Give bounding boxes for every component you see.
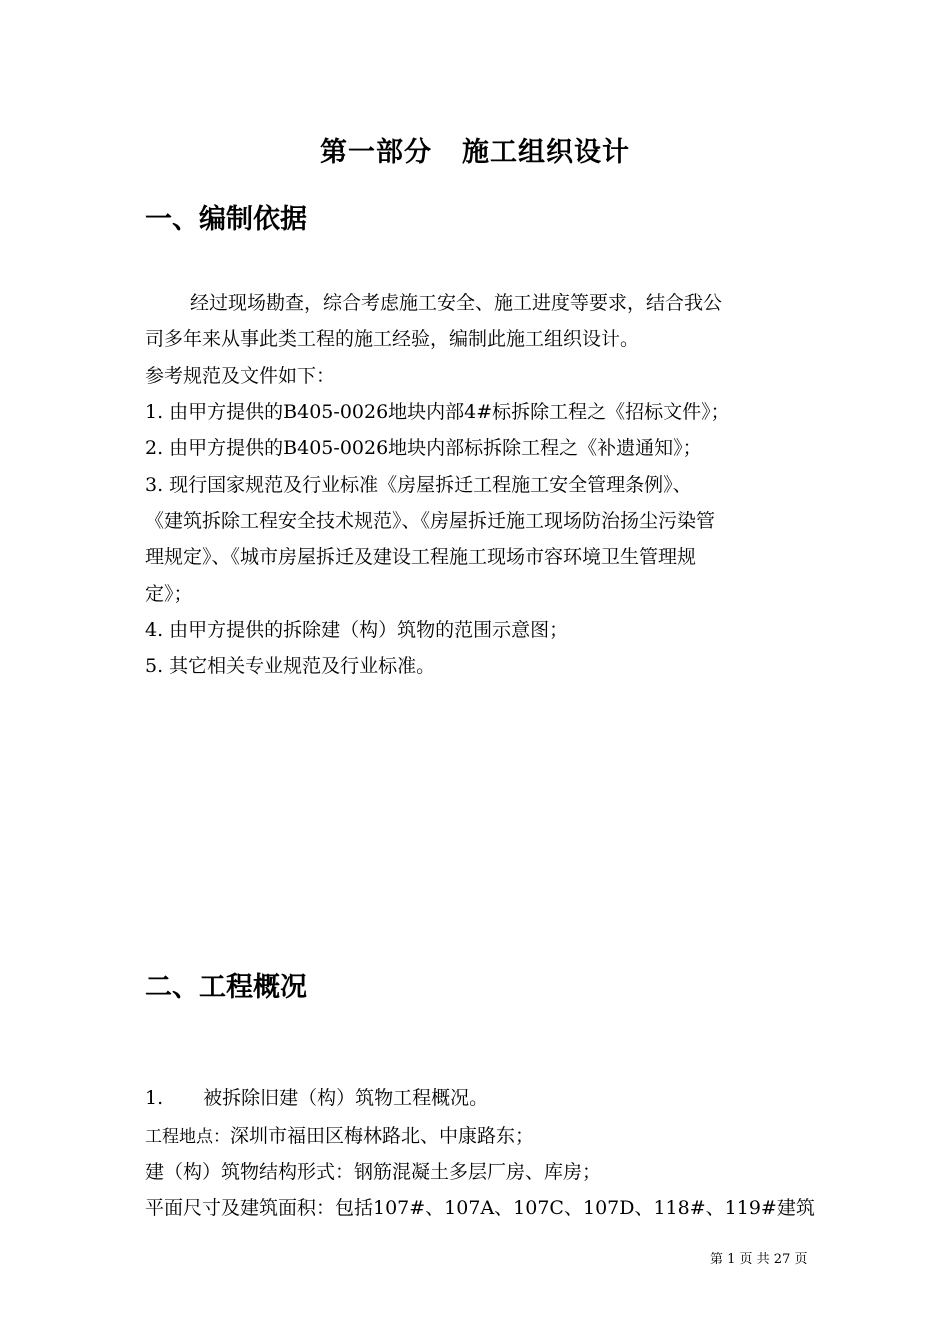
subsection-1 bbox=[145, 1083, 488, 1110]
location-label: 工程地点： bbox=[145, 1127, 230, 1147]
area-line: 平面尺寸及建筑面积：包括107#、107A、107C、107D、118#、119#建筑 bbox=[145, 1197, 815, 1219]
page-footer: 第 1 页 共 27 页 bbox=[710, 1252, 808, 1267]
section2-heading: 二、工程概况 bbox=[145, 972, 307, 1003]
location-value: 深圳市福田区梅林路北、中康路东； bbox=[230, 1125, 535, 1147]
ref-item-5: 5. 其它相关专业规范及行业标准。 bbox=[145, 655, 436, 677]
ref-item-2: 2. 由甲方提供的B405-0026地块内部标拆除工程之《补遗通知》； bbox=[145, 437, 702, 459]
subsection-1-text: 被拆除旧建（构）筑物工程概况。 bbox=[203, 1087, 489, 1109]
structure-line: 建（构）筑物结构形式：钢筋混凝土多层厂房、库房； bbox=[145, 1161, 602, 1183]
ref-item-1: 1. 由甲方提供的B405-0026地块内部4#标拆除工程之《招标文件》； bbox=[145, 401, 730, 423]
title-part: 第一部分 bbox=[320, 137, 432, 168]
title-name: 施工组织设计 bbox=[462, 137, 630, 168]
intro-line-1: 经过现场勘查，综合考虑施工安全、施工进度等要求，结合我公 bbox=[190, 292, 723, 314]
intro-line-2: 司多年来从事此类工程的施工经验，编制此施工组织设计。 bbox=[145, 328, 640, 350]
document-title bbox=[0, 130, 950, 169]
location-line bbox=[145, 1121, 534, 1148]
ref-item-3-line-4: 定》； bbox=[145, 583, 193, 605]
ref-item-3-line-2: 《建筑拆除工程安全技术规范》、《房屋拆迁施工现场防治扬尘污染管 bbox=[145, 510, 716, 532]
refs-label: 参考规范及文件如下： bbox=[145, 365, 336, 387]
section1-heading: 一、编制依据 bbox=[145, 204, 307, 235]
ref-item-3-line-3: 理规定》、《城市房屋拆迁及建设工程施工现场市容环境卫生管理规 bbox=[145, 546, 697, 568]
ref-item-4: 4. 由甲方提供的拆除建（构）筑物的范围示意图； bbox=[145, 619, 569, 641]
ref-item-3-line-1: 3. 现行国家规范及行业标准《房屋拆迁工程施工安全管理条例》、 bbox=[145, 474, 692, 496]
subsection-1-number: 1. bbox=[145, 1087, 164, 1109]
